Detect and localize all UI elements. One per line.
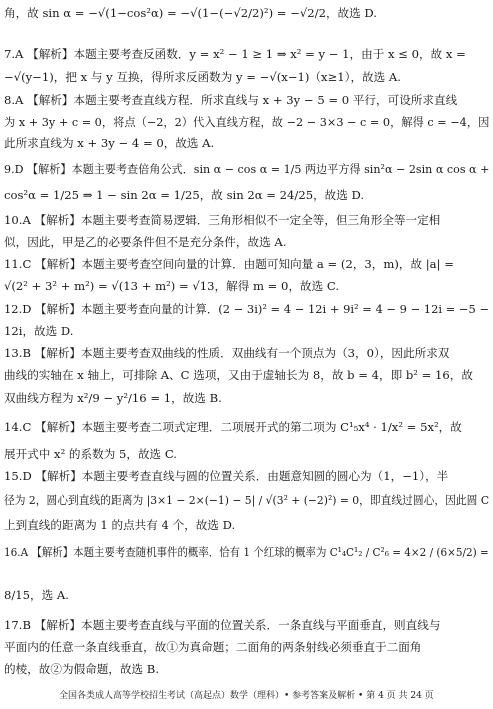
solution-line: 上到直线的距离为 1 的点共有 4 个，故选 D.: [4, 518, 236, 532]
solution-line: 展开式中 x² 的系数为 5，故选 C.: [4, 447, 177, 461]
solution-line: 17.B 【解析】本题主要考查直线与平面的位置关系．一条直线与平面垂直，则直线与: [4, 618, 441, 632]
solution-line: 为 x + 3y + c = 0，将点（−2，2）代入直线方程，故 −2 − 3×3 − c = 0，解得 c = −4，因: [4, 115, 490, 129]
solution-line: 角，故 sin α = −√(1−cos²α) = −√(1−(−√2/2)²) = −√2/2，故选 D.: [4, 6, 377, 20]
solution-line: 的棱，故②为假命题，故选 B.: [4, 662, 160, 676]
solution-line: 此所求直线为 x + 3y − 4 = 0，故选 A.: [4, 136, 215, 150]
solution-line: 7.A 【解析】本题主要考查反函数．y = x² − 1 ≥ 1 ⇒ x² = y − 1，由于 x ≤ 0，故 x =: [4, 47, 466, 61]
solution-line: −√(y−1)，把 x 与 y 互换，得所求反函数为 y = −√(x−1)（x≥1），故选 A.: [4, 70, 401, 84]
solution-line: √(2² + 3² + m²) = √(13 + m²) = √13，解得 m = 0，故选 C.: [4, 279, 340, 293]
solution-line: 16.A 【解析】本题主要考查随机事件的概率．恰有 1 个红球的概率为 C¹₄C¹₂ / C²₆ = 4×2 / (6×5/2) =: [4, 545, 489, 559]
solution-line: 12i，故选 D.: [4, 324, 74, 338]
solution-line: 平面内的任意一条直线垂直，故①为真命题；二面角的两条射线必须垂直于二面角: [4, 640, 422, 654]
solution-line: 13.B 【解析】本题主要考查双曲线的性质．双曲线有一个顶点为（3，0），因此所求双: [4, 346, 450, 360]
solution-line: 10.A 【解析】本题主要考查简易逻辑．三角形相似不一定全等，但三角形全等一定相: [4, 213, 441, 227]
solution-line: 8/15，选 A.: [4, 588, 69, 602]
page-footer: 全国各类成人高等学校招生考试（高起点）数学（理科）• 参考答案及解析 • 第 4 页 共 24 页: [59, 691, 434, 701]
solution-line: 曲线的实轴在 x 轴上，可排除 A、C 选项，又由于虚轴长为 8，故 b = 4，即 b² = 16，故: [4, 368, 473, 382]
solution-line: 双曲线方程为 x²/9 − y²/16 = 1，故选 B.: [4, 391, 222, 405]
solution-line: 似，因此，甲是乙的必要条件但不是充分条件，故选 A.: [4, 235, 287, 249]
solution-line: 15.D 【解析】本题主要考查直线与圆的位置关系．由题意知圆的圆心为（1，−1），半: [4, 469, 449, 483]
solution-line: 14.C 【解析】本题主要考查二项式定理．二项展开式的第二项为 C¹₅x⁴ · 1/x² = 5x²，故: [4, 420, 462, 434]
solution-line: 9.D 【解析】本题主要考查倍角公式．sin α − cos α = 1/5 两边平方得 sin²α − 2sin α cos α +: [4, 162, 490, 176]
solution-line: 8.A 【解析】本题主要考查直线方程．所求直线与 x + 3y − 5 = 0 平行，可设所求直线: [4, 93, 458, 107]
solution-line: 12.D 【解析】本题主要考查向量的计算．(2 − 3i)² = 4 − 12i + 9i² = 4 − 9 − 12i = −5 −: [4, 302, 490, 316]
solution-line: 11.C 【解析】本题主要考查空间向量的计算．由题可知向量 a = (2，3，m)，故 |a| =: [4, 257, 454, 271]
solution-line: cos²α = 1/25 ⇒ 1 − sin 2α = 1/25，故 sin 2α = 24/25，故选 D.: [4, 188, 365, 202]
solution-line: 径为 2，圆心到直线的距离为 |3×1 − 2×(−1) − 5| / √(3² + (−2)²) = 0，即直线过圆心，因此圆 C: [4, 493, 490, 507]
